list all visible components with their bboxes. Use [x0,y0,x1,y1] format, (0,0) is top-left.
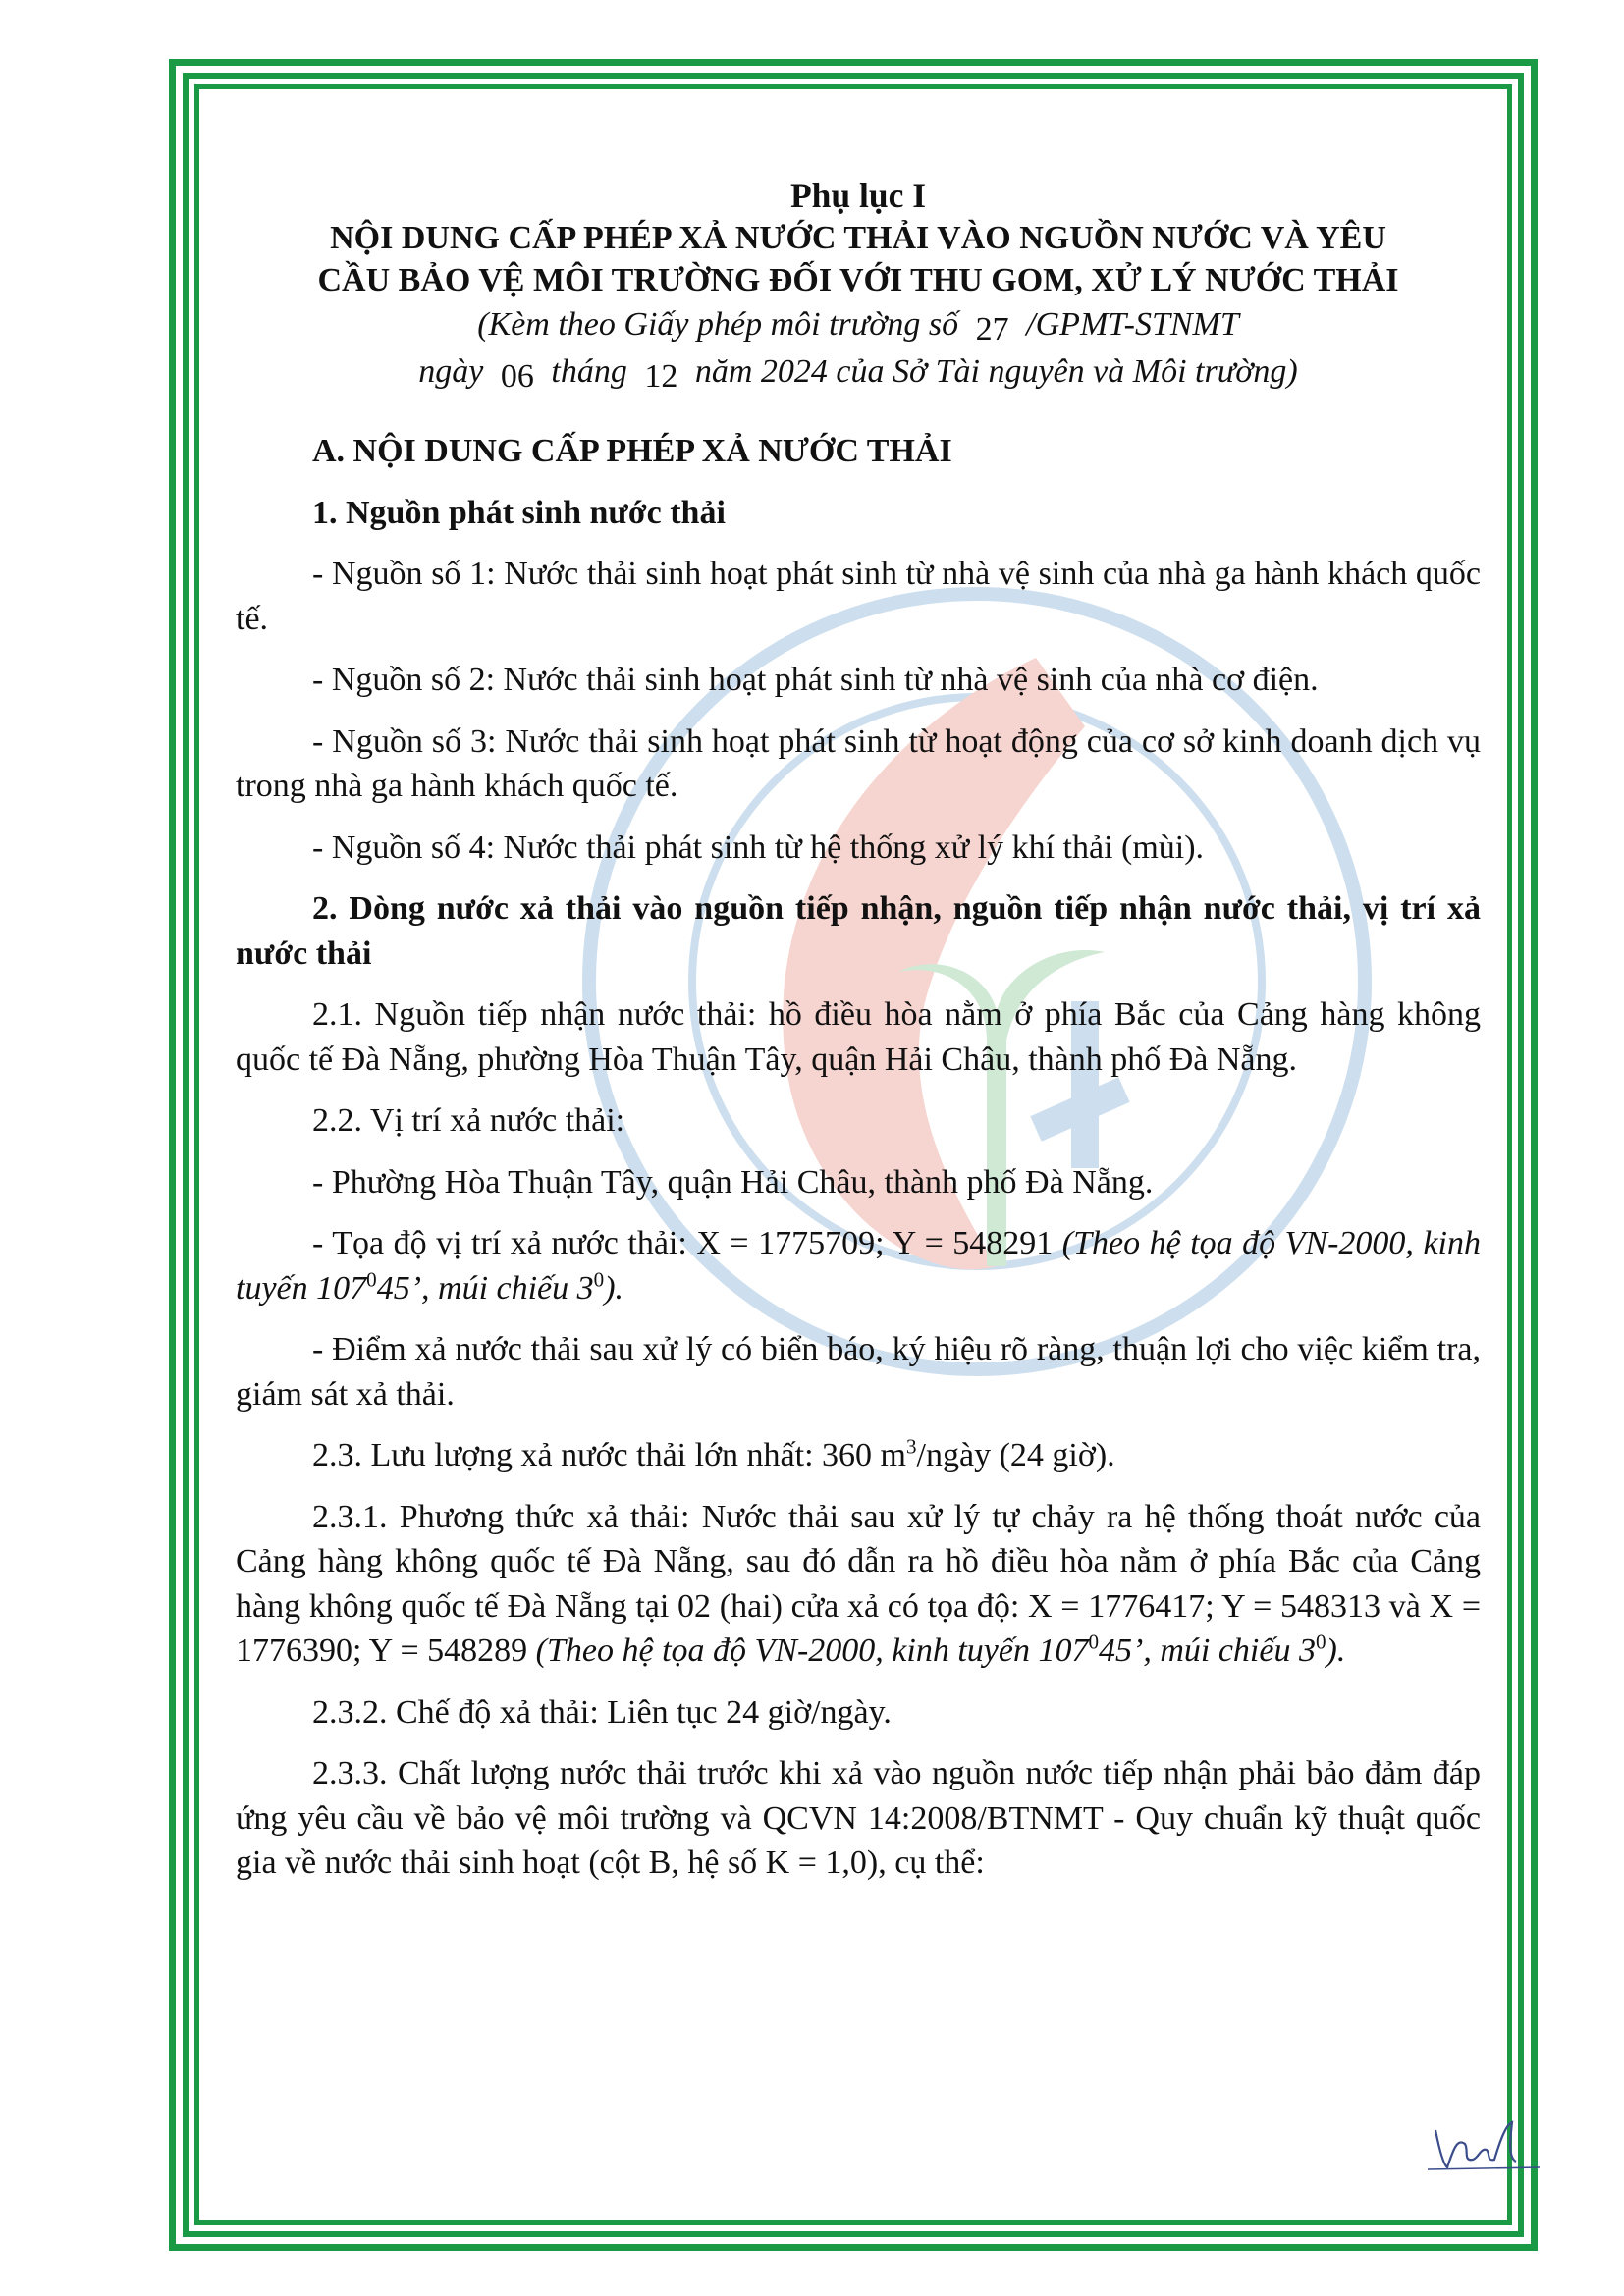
attach-prefix: (Kèm theo Giấy phép môi trường số [477,306,959,343]
heading-1: 1. Nguồn phát sinh nước thải [312,494,726,531]
date-suffix: năm 2024 của Sở Tài nguyên và Môi trường) [694,353,1298,390]
date-line [236,348,1481,396]
degree-sup-4: 0 [1315,1629,1326,1654]
section-a-heading: A. NỘI DUNG CẤP PHÉP XẢ NƯỚC THẢI [312,433,952,469]
document-body [236,175,1481,1886]
degree-sup-1: 0 [366,1267,377,1292]
coordinates-text: - Tọa độ vị trí xả nước thải: X = 1775709; Y = 548291 [312,1225,1062,1261]
date-month-label: tháng [551,353,627,390]
source-1: - Nguồn số 1: Nước thải sinh hoạt phát sinh từ nhà vệ sinh của nhà ga hành khách quốc tế. [236,556,1481,637]
degree-sup-3: 0 [1088,1629,1099,1654]
coordinates-system-note-2: 45’, múi chiếu 3 [376,1269,594,1307]
source-2: - Nguồn số 2: Nước thải sinh hoạt phát sinh từ nhà vệ sinh của nhà cơ điện. [312,662,1319,698]
para-2-2-coordinates [236,1221,1481,1310]
attach-line [236,301,1481,348]
date-month: 12 [644,358,678,395]
permit-number: 27 [975,311,1009,347]
degree-sup-2: 0 [593,1267,605,1292]
date-day: 06 [500,358,534,395]
para-2-3 [236,1433,1481,1478]
discharge-system-note-2: 45’, múi chiếu 3 [1099,1632,1316,1669]
appendix-title-line-1: NỘI DUNG CẤP PHÉP XẢ NƯỚC THẢI VÀO NGUỒN NƯỚC VÀ YÊU [330,220,1386,256]
appendix-label: Phụ lục I [789,176,927,215]
flow-unit: /ngày (24 giờ). [916,1437,1115,1473]
flow-text: 2.3. Lưu lượng xả nước thải lớn nhất: 360 m [312,1437,906,1473]
discharge-system-note-3: ). [1326,1632,1346,1669]
para-2-1: 2.1. Nguồn tiếp nhận nước thải: hồ điều hòa nằm ở phía Bắc của Cảng hàng không quốc tế Đà Nẵng, phường Hòa Thuận Tây, quận Hải Châu, thành phố Đà Nẵng. [236,996,1481,1078]
para-2-2: 2.2. Vị trí xả nước thải: [312,1102,625,1139]
appendix-header [236,175,1481,301]
para-2-3-3: 2.3.3. Chất lượng nước thải trước khi xả vào nguồn nước tiếp nhận phải bảo đảm đáp ứng yêu cầu về bảo vệ môi trường và QCVN 14:2008/BTNMT - Quy chuẩn kỹ thuật quốc gia về nước thải sinh hoạt (cột B, hệ số K = 1,0), cụ thể: [236,1755,1481,1881]
para-2-3-2: 2.3.2. Chế độ xả thải: Liên tục 24 giờ/ngày. [312,1693,892,1731]
initial-signature-icon [1422,2110,1559,2179]
appendix-title-line-2: CẦU BẢO VỆ MÔI TRƯỜNG ĐỐI VỚI THU GOM, XỬ LÝ NƯỚC THẢI [317,262,1399,298]
para-2-2-signage: - Điểm xả nước thải sau xử lý có biển báo, ký hiệu rõ ràng, thuận lợi cho việc kiểm tra, giám sát xả thải. [236,1331,1481,1413]
date-day-label: ngày [418,353,484,390]
heading-2: 2. Dòng nước xả thải vào nguồn tiếp nhận, nguồn tiếp nhận nước thải, vị trí xả nước thải [236,890,1481,972]
source-4: - Nguồn số 4: Nước thải phát sinh từ hệ thống xử lý khí thải (mùi). [312,828,1205,866]
attach-suffix: /GPMT-STNMT [1026,306,1239,343]
discharge-system-note-1: (Theo hệ tọa độ VN-2000, kinh tuyến 107 [535,1632,1089,1669]
discharge-method-text: 2.3.1. Phương thức xả thải: Nước thải sau xử lý tự chảy ra hệ thống thoát nước của Cảng hàng không quốc tế Đà Nẵng, sau đó dẫn ra hồ điều hòa nằm ở phía Bắc của Cảng hàng không quốc tế Đà Nẵng tại 02 (hai) cửa xả có tọa độ: X = 1776417; Y = 548313 và X = 1776390; Y = 548289 [236,1498,1481,1669]
source-3: - Nguồn số 3: Nước thải sinh hoạt phát sinh từ hoạt động của cơ sở kinh doanh dịch vụ trong nhà ga hành khách quốc tế. [236,722,1481,804]
cubic-sup: 3 [905,1434,917,1459]
para-2-3-1 [236,1495,1481,1674]
coordinates-system-note-3: ). [604,1269,624,1307]
coordinates-system-note-1: (Theo hệ tọa độ VN-2000, kinh tuyến 107 [236,1225,1481,1307]
para-2-2-location: - Phường Hòa Thuận Tây, quận Hải Châu, thành phố Đà Nẵng. [312,1163,1154,1201]
